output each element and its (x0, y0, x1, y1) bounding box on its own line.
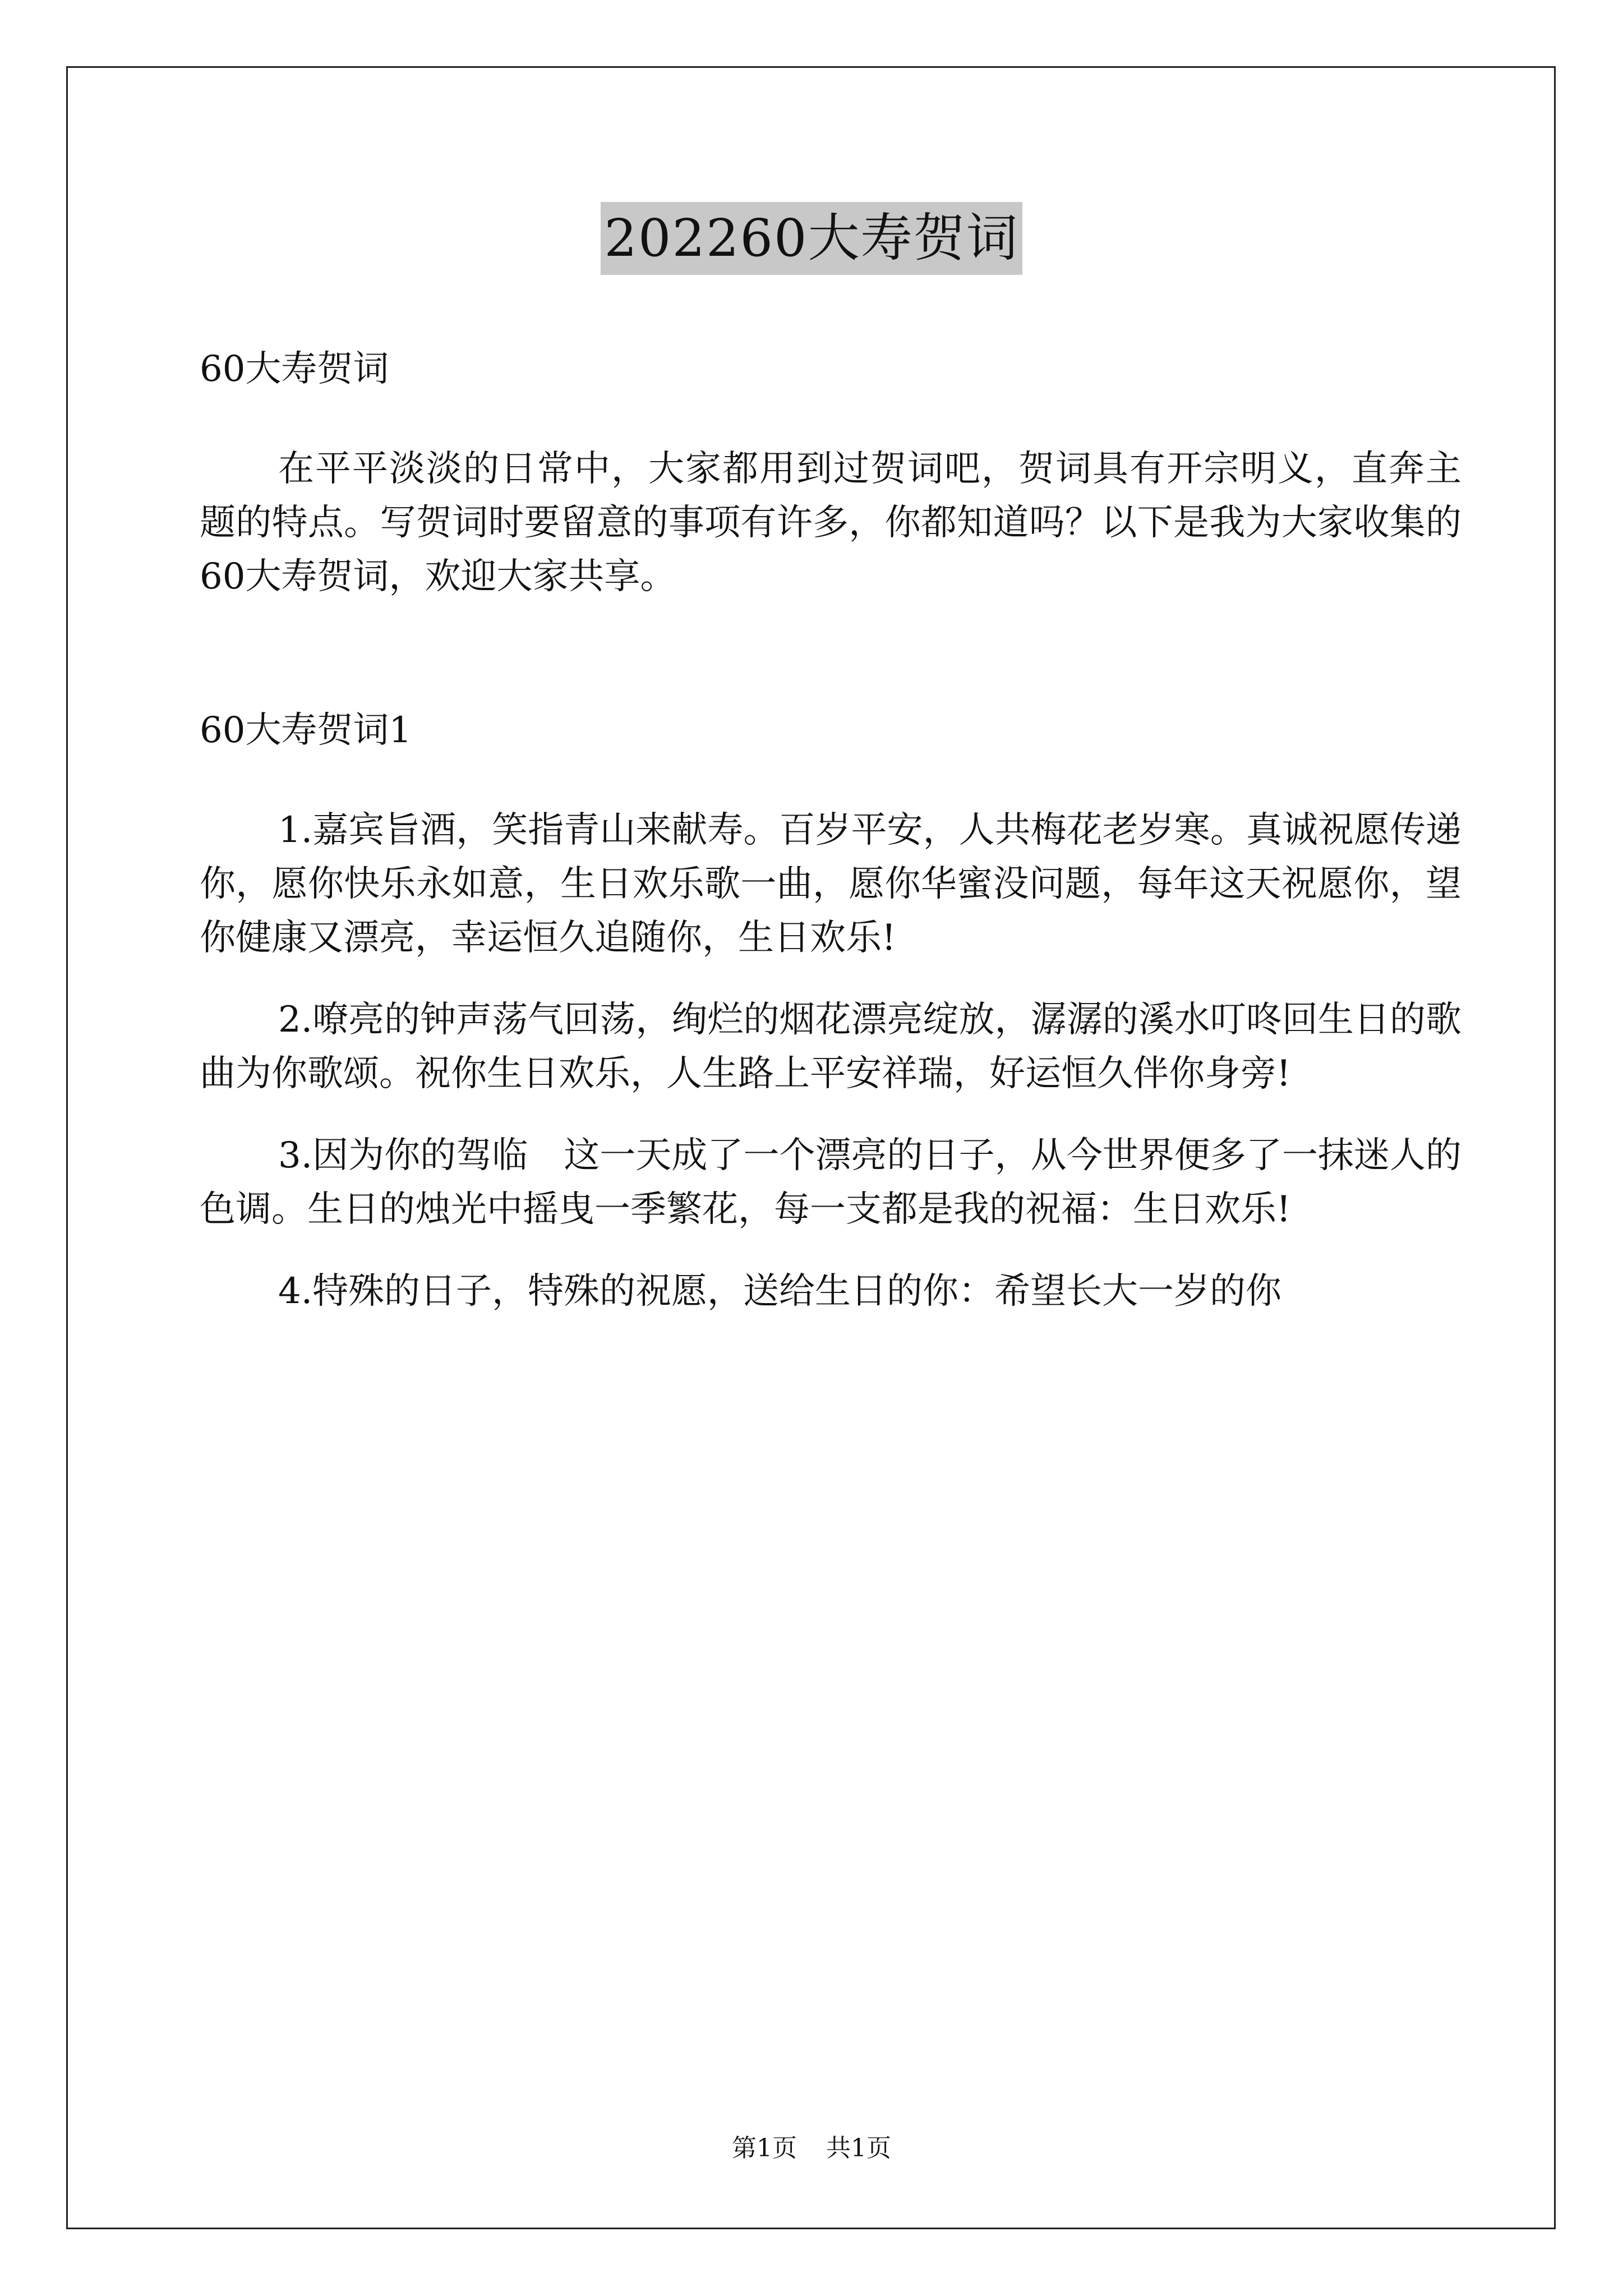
greeting-item-3: 3.因为你的驾临 这一天成了一个漂亮的日子，从今世界便多了一抹迷人的色调。生日的烛光中摇曳一季繁花，每一支都是我的祝福：生日欢乐! (200, 1135, 1461, 1230)
page-number: 第1页 (732, 2134, 797, 2162)
page-footer (0, 2132, 1623, 2165)
page-total: 共1页 (826, 2134, 891, 2162)
greeting-item-2: 2.嘹亮的钟声荡气回荡，绚烂的烟花漂亮绽放，潺潺的溪水叮咚回生日的歌曲为你歌颂。祝你生日欢乐，人生路上平安祥瑞，好运恒久伴你身旁! (200, 999, 1461, 1094)
title-container (0, 202, 1623, 275)
greeting-item-1: 1.嘉宾旨酒，笑指青山来献寿。百岁平安，人共梅花老岁寒。真诚祝愿传递你，愿你快乐永如意，生日欢乐歌一曲，愿你华蜜没问题，每年这天祝愿你，望你健康又漂亮，幸运恒久追随你，生日欢乐! (200, 809, 1461, 959)
intro-paragraph: 在平平淡淡的日常中，大家都用到过贺词吧，贺词具有开宗明义，直奔主题的特点。写贺词时要留意的事项有许多，你都知道吗？以下是我为大家收集的60大寿贺词，欢迎大家共享。 (200, 448, 1461, 597)
section-heading: 60大寿贺词1 (200, 710, 412, 751)
document-title: 202260大寿贺词 (601, 202, 1022, 275)
document-body (200, 342, 1461, 1318)
intro-heading: 60大寿贺词 (200, 348, 389, 390)
greeting-item-4: 4.特殊的日子，特殊的祝愿，送给生日的你：希望长大一岁的你 (278, 1271, 1282, 1312)
